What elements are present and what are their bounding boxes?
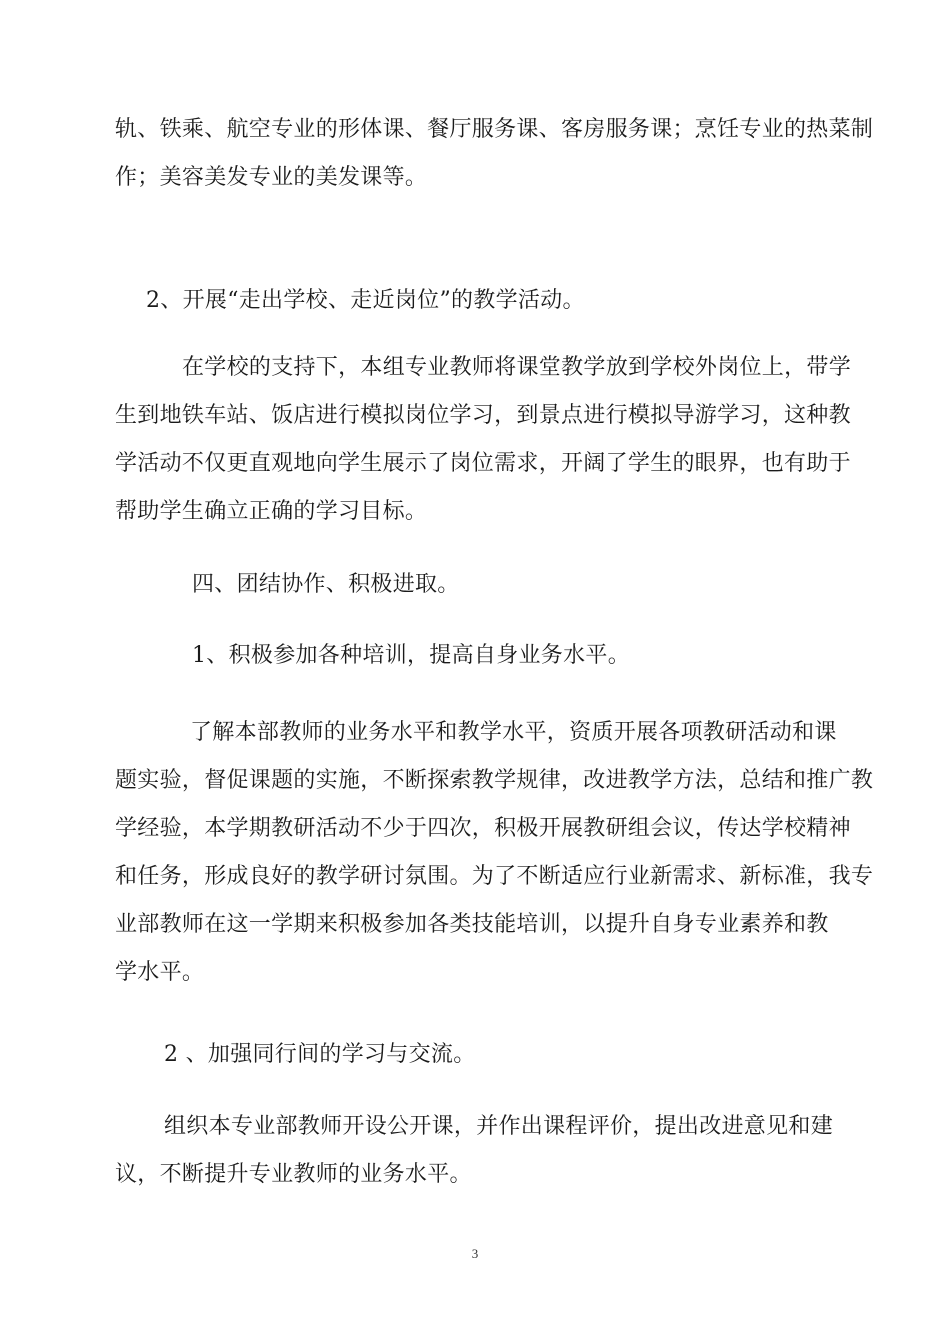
text-line: 学水平。 bbox=[115, 960, 205, 985]
text-line: 在学校的支持下，本组专业教师将课堂教学放到学校外岗位上，带学 bbox=[182, 355, 852, 380]
page-number: 3 bbox=[471, 1246, 479, 1261]
text-line: 组织本专业部教师开设公开课，并作出课程评价，提出改进意见和建 bbox=[164, 1114, 834, 1139]
text-line: 业部教师在这一学期来积极参加各类技能培训，以提升自身专业素养和教 bbox=[115, 912, 829, 937]
heading-text: 2、开展“走出学校、走近岗位”的教学活动。 bbox=[146, 288, 585, 313]
text-line: 学经验，本学期教研活动不少于四次，积极开展教研组会议，传达学校精神 bbox=[115, 816, 851, 841]
heading-text: 2 、加强同行间的学习与交流。 bbox=[164, 1042, 476, 1067]
text-line: 轨、铁乘、航空专业的形体课、餐厅服务课、客房服务课；烹饪专业的热菜制 bbox=[115, 117, 874, 142]
text-line: 了解本部教师的业务水平和教学水平，资质开展各项教研活动和课 bbox=[190, 720, 837, 745]
text-line: 学活动不仅更直观地向学生展示了岗位需求，开阔了学生的眼界，也有助于 bbox=[115, 451, 851, 476]
text-line: 帮助学生确立正确的学习目标。 bbox=[115, 499, 428, 524]
text-line: 议，不断提升专业教师的业务水平。 bbox=[115, 1162, 472, 1187]
heading-text: 1、积极参加各种培训，提高自身业务水平。 bbox=[192, 643, 630, 668]
text-line: 生到地铁车站、饭店进行模拟岗位学习，到景点进行模拟导游学习，这种教 bbox=[115, 403, 851, 428]
heading-text: 四、团结协作、积极进取。 bbox=[192, 572, 460, 597]
text-line: 和任务，形成良好的教学研讨氛围。为了不断适应行业新需求、新标准，我专 bbox=[115, 864, 874, 889]
text-line: 题实验，督促课题的实施，不断探索教学规律，改进教学方法，总结和推广教 bbox=[115, 768, 874, 793]
text-line: 作；美容美发专业的美发课等。 bbox=[115, 165, 428, 190]
